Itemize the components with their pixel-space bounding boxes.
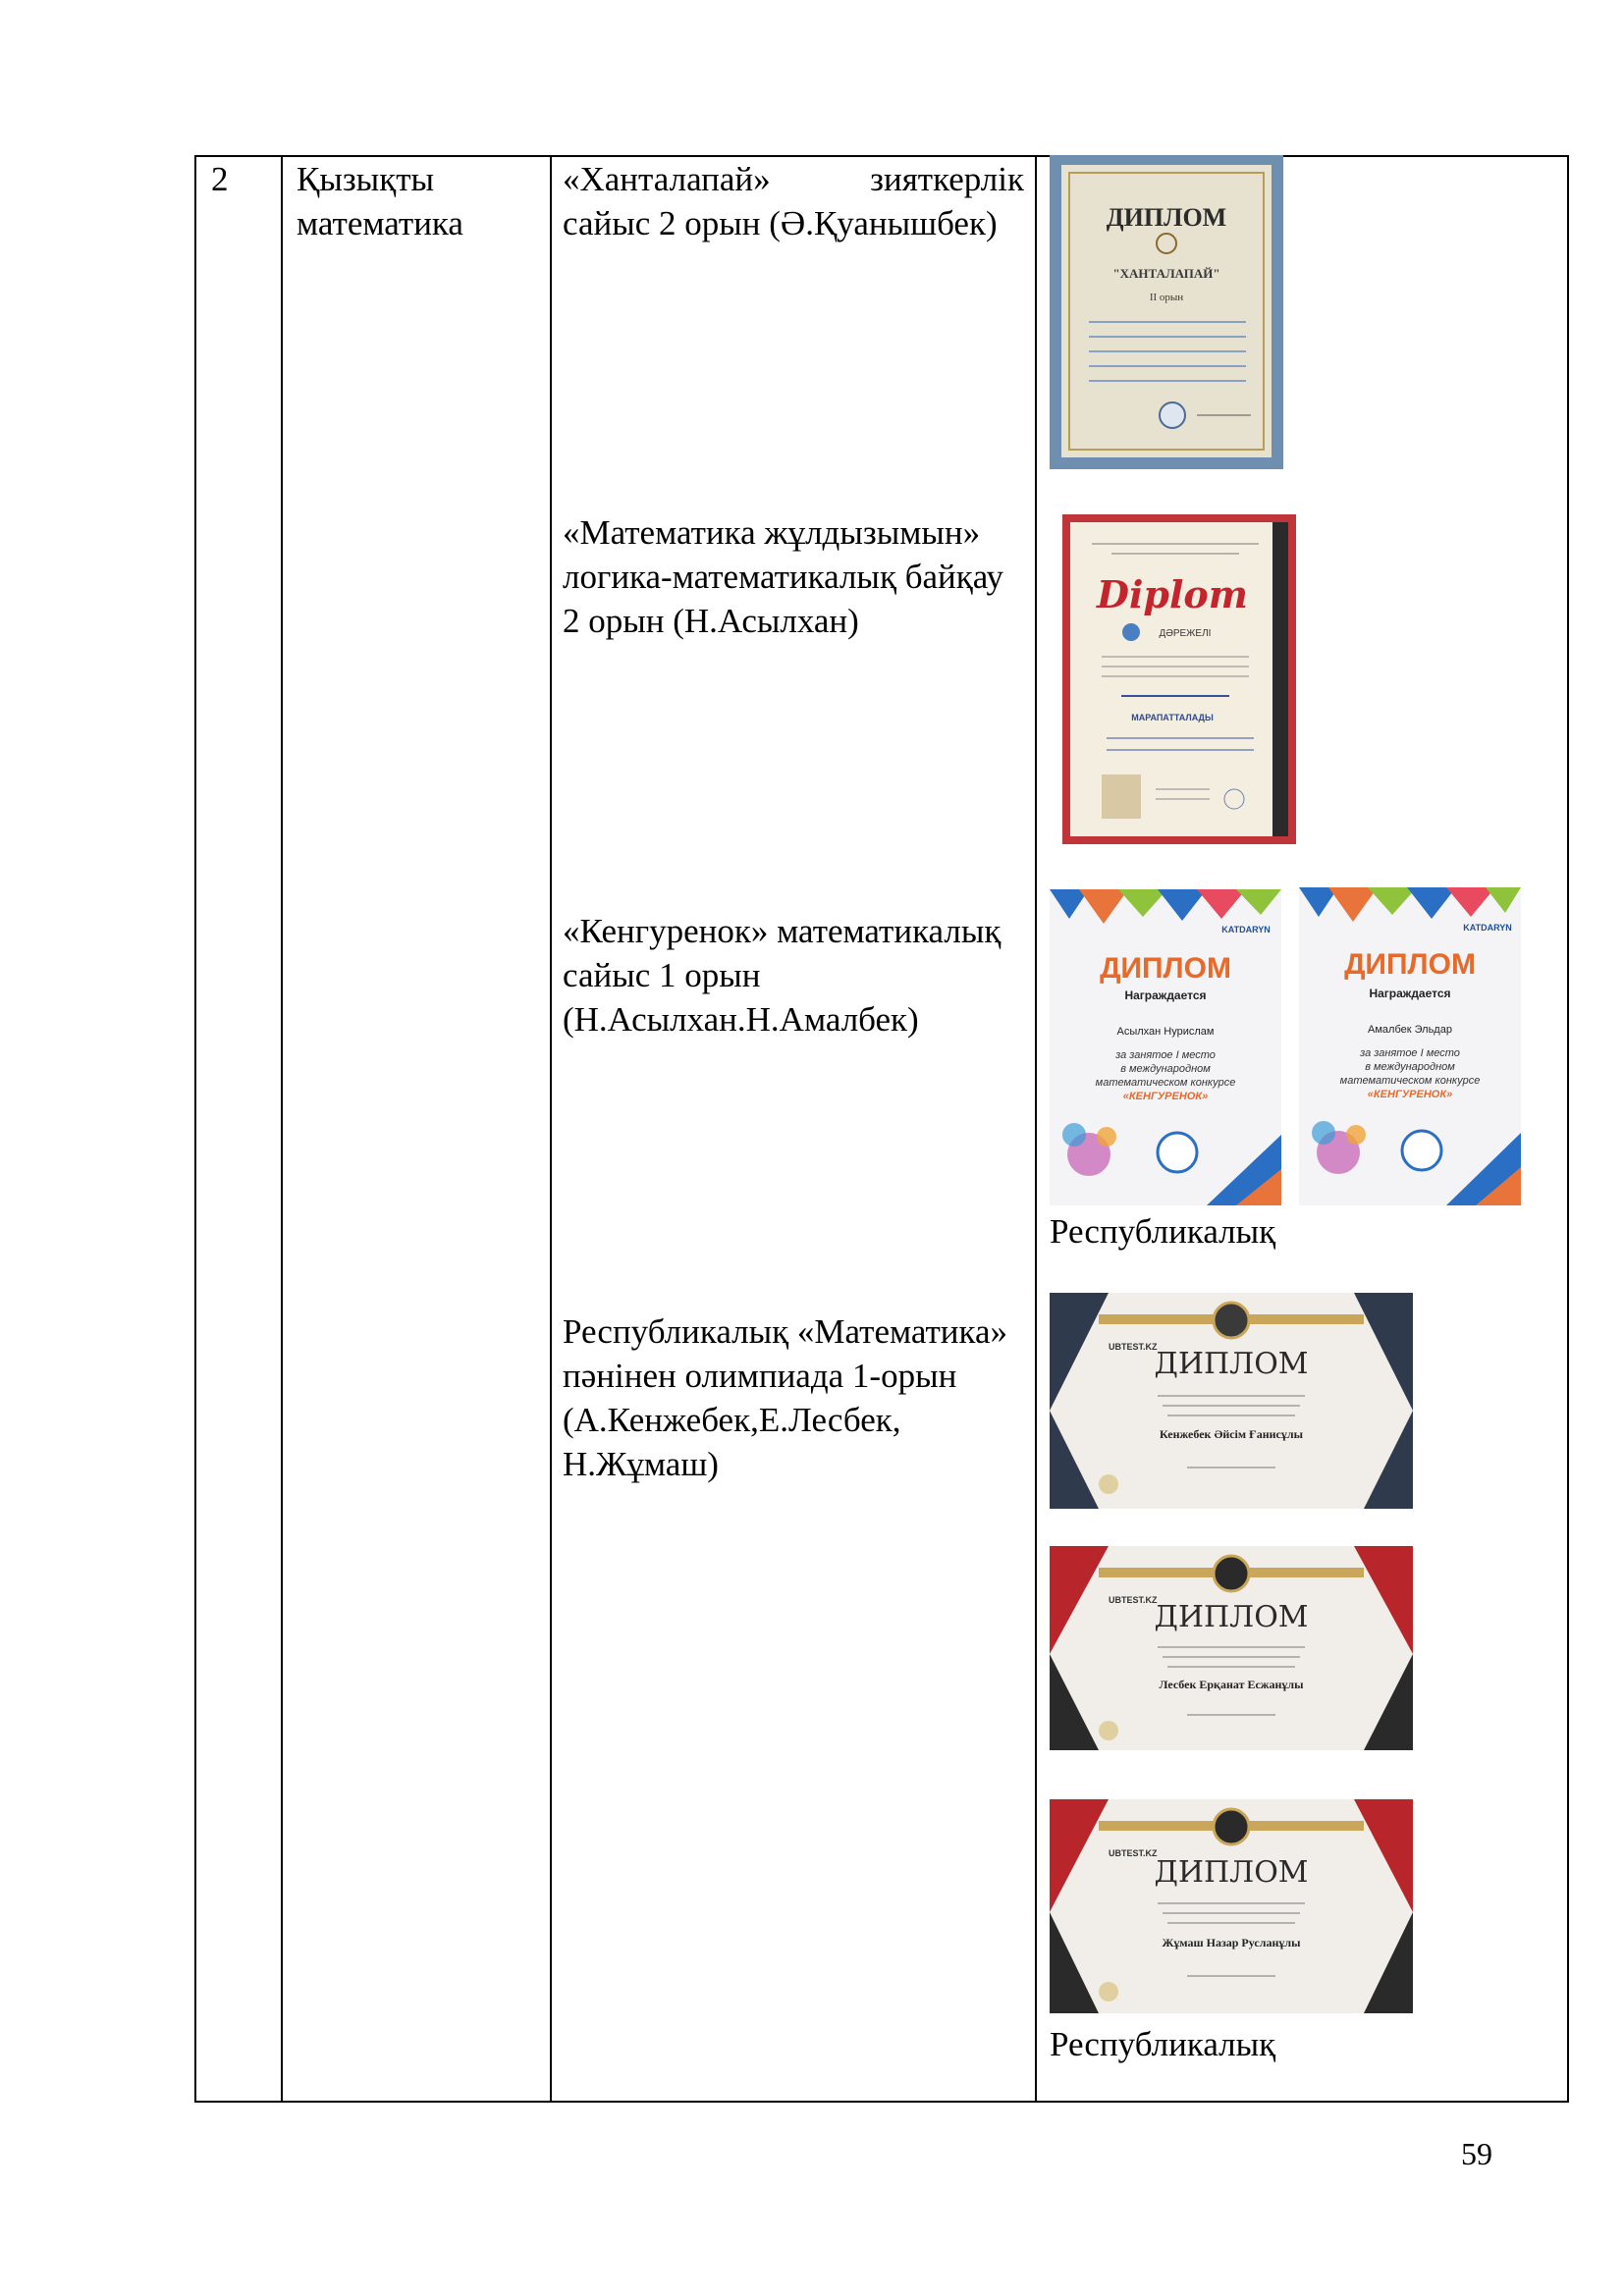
- kengurenok-heading-2: ДИПЛОМ: [1344, 948, 1476, 981]
- entry-matematika-zhuldyzy: «Математика жұлдызымын» логика-математикалық байқау 2 орын (Н.Асылхан): [563, 513, 1004, 640]
- hantalapai-diploma-image: [1050, 155, 1283, 469]
- kengurenok-line2-2: в международном: [1365, 1061, 1455, 1073]
- kengurenok-line3-1: математическом конкурсе: [1095, 1077, 1236, 1089]
- entry-olympiad: Республикалық «Математика» пәнінен олимпиада 1-орын (А.Кенжебек,Е.Лесбек, Н.Жұмаш): [563, 1312, 1008, 1483]
- olympiad-heading-3: ДИПЛОМ: [1154, 1855, 1309, 1890]
- olympiad-brand-3: UBTEST.KZ: [1109, 1848, 1158, 1858]
- olympiad-brand-2: UBTEST.KZ: [1109, 1595, 1158, 1605]
- matematika-heading: Diplom: [1097, 572, 1248, 616]
- olympiad-diploma-image-3: [1050, 1799, 1413, 2013]
- row-number: 2: [211, 160, 229, 198]
- olympiad-caption: Республикалық: [1050, 2025, 1276, 2063]
- olympiad-name-2: Лесбек Ерқанат Есжанұлы: [1159, 1678, 1304, 1691]
- kengurenok-diploma-image-2: [1299, 887, 1521, 1205]
- kengurenok-awarded-2: Награждается: [1369, 987, 1451, 1000]
- kengurenok-awarded-1: Награждается: [1124, 988, 1207, 1002]
- kengurenok-line1-1: за занятое I место: [1115, 1049, 1216, 1061]
- kengurenok-contest-1: «КЕНГУРЕНОК»: [1122, 1091, 1209, 1102]
- matematika-degree: ДӘРЕЖЕЛІ: [1159, 628, 1212, 639]
- kengurenok-caption: Республикалық: [1050, 1212, 1276, 1251]
- kengurenok-contest-2: «КЕНГУРЕНОК»: [1367, 1089, 1453, 1100]
- kengurenok-brand-2: KATDARYN: [1463, 923, 1512, 933]
- kengurenok-heading-1: ДИПЛОМ: [1100, 952, 1231, 985]
- column-divider-3: [1035, 157, 1037, 2101]
- olympiad-heading-2: ДИПЛОМ: [1154, 1600, 1309, 1634]
- page-number: 59: [1461, 2136, 1492, 2171]
- olympiad-diploma-image-1: [1050, 1293, 1413, 1509]
- olympiad-diploma-image-2: [1050, 1546, 1413, 1750]
- subject-cell: Қызықты математика: [297, 160, 463, 242]
- matematika-diploma-image: [1062, 514, 1296, 844]
- olympiad-brand-1: UBTEST.KZ: [1109, 1342, 1158, 1352]
- olympiad-heading-1: ДИПЛОМ: [1154, 1347, 1309, 1381]
- matematika-award: МАРАПАТТАЛАДЫ: [1131, 713, 1214, 722]
- kengurenok-diploma-image-1: [1050, 889, 1281, 1205]
- hantalapai-name: "ХАНТАЛАПАЙ": [1112, 266, 1220, 281]
- olympiad-name-3: Жұмаш Назар Русланұлы: [1162, 1936, 1301, 1949]
- column-divider-2: [550, 157, 552, 2101]
- entry-hantalapai: «Ханталапай» зияткерлік сайыс 2 орын (Ә.Қуанышбек): [563, 160, 1024, 242]
- olympiad-name-1: Кенжебек Әйсім Ғанисұлы: [1160, 1427, 1303, 1441]
- kengurenok-name-1: Асылхан Нурислам: [1116, 1026, 1215, 1038]
- hantalapai-heading: ДИПЛОМ: [1106, 203, 1227, 232]
- kengurenok-line1-2: за занятое I место: [1360, 1047, 1460, 1059]
- column-divider-1: [281, 157, 283, 2101]
- kengurenok-line2-1: в международном: [1120, 1063, 1211, 1075]
- kengurenok-line3-2: математическом конкурсе: [1339, 1075, 1481, 1087]
- hantalapai-place: II орын: [1149, 292, 1184, 303]
- kengurenok-name-2: Амалбек Эльдар: [1368, 1024, 1452, 1036]
- kengurenok-brand-1: KATDARYN: [1221, 925, 1271, 934]
- entry-kengurenok: «Кенгуренок» математикалық сайыс 1 орын (Н.Асылхан.Н.Амалбек): [563, 912, 1001, 1039]
